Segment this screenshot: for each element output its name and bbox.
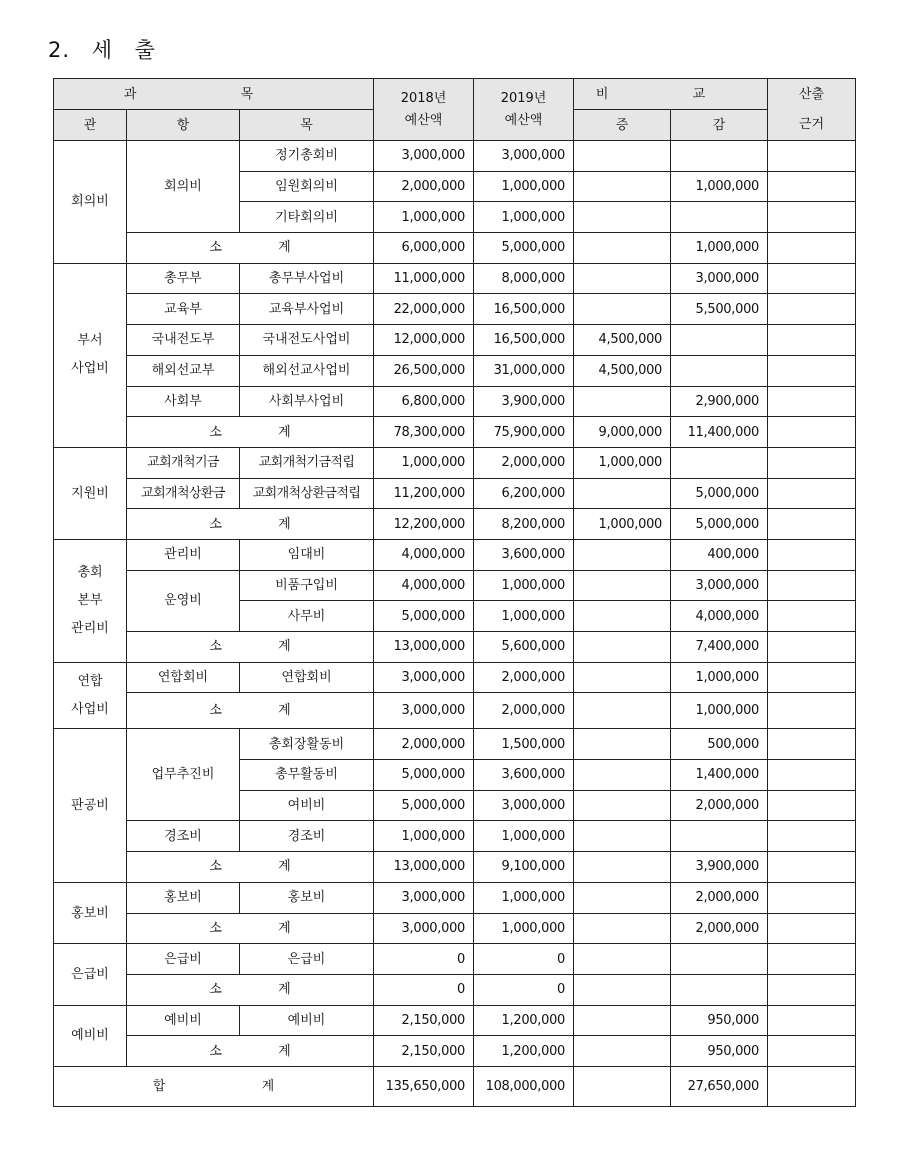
table-row — [54, 263, 856, 294]
basis-cell — [768, 355, 856, 386]
increase-cell — [574, 141, 671, 172]
decrease-cell — [671, 944, 768, 975]
basis-cell — [768, 913, 856, 944]
table-row — [54, 478, 856, 509]
subtotal-2019: 5,600,000 — [474, 632, 574, 663]
hang-cell: 사회부 — [127, 386, 240, 417]
subtotal-increase — [574, 852, 671, 883]
subtotal-2019: 8,200,000 — [474, 509, 574, 540]
grand-total-decrease: 27,650,000 — [671, 1066, 768, 1106]
header-subject: 과 목 — [54, 79, 374, 110]
budget-2018-cell: 4,000,000 — [374, 570, 474, 601]
budget-2018-cell: 6,800,000 — [374, 386, 474, 417]
budget-2018-cell: 5,000,000 — [374, 601, 474, 632]
basis-cell — [768, 1066, 856, 1106]
increase-cell — [574, 263, 671, 294]
mok-cell: 총무활동비 — [240, 760, 374, 791]
mok-cell: 여비비 — [240, 790, 374, 821]
increase-cell — [574, 202, 671, 233]
subtotal-2018: 12,200,000 — [374, 509, 474, 540]
budget-2019-cell: 1,200,000 — [474, 1005, 574, 1036]
subtotal-increase — [574, 974, 671, 1005]
budget-2019-cell: 1,000,000 — [474, 601, 574, 632]
subtotal-2018: 2,150,000 — [374, 1036, 474, 1067]
decrease-cell — [671, 202, 768, 233]
header-2019-line1: 2019년 — [500, 90, 547, 106]
budget-2019-cell: 16,500,000 — [474, 294, 574, 325]
subtotal-label: 소 계 — [127, 974, 374, 1005]
hang-cell: 운영비 — [127, 570, 240, 631]
header-decrease: 감 — [671, 110, 768, 141]
mok-cell: 비품구입비 — [240, 570, 374, 601]
basis-cell — [768, 141, 856, 172]
header-2019-line2: 예산액 — [504, 112, 543, 128]
subtotal-label: 소 계 — [127, 852, 374, 883]
hang-cell: 예비비 — [127, 1005, 240, 1036]
subtotal-2019: 2,000,000 — [474, 693, 574, 729]
table-row — [54, 662, 856, 693]
increase-cell — [574, 1005, 671, 1036]
gwan-cell: 부서 사업비 — [54, 263, 127, 447]
budget-2018-cell: 5,000,000 — [374, 760, 474, 791]
subtotal-decrease: 1,000,000 — [671, 233, 768, 264]
budget-2019-cell: 1,000,000 — [474, 882, 574, 913]
gwan-cell: 홍보비 — [54, 882, 127, 943]
table-row — [54, 729, 856, 760]
table-row — [54, 821, 856, 852]
increase-cell — [574, 294, 671, 325]
mok-cell: 총무부사업비 — [240, 263, 374, 294]
subtotal-decrease: 2,000,000 — [671, 913, 768, 944]
budget-2018-cell: 3,000,000 — [374, 662, 474, 693]
basis-cell — [768, 974, 856, 1005]
increase-cell — [574, 944, 671, 975]
subtotal-2019: 1,000,000 — [474, 913, 574, 944]
subtotal-decrease: 1,000,000 — [671, 693, 768, 729]
budget-2018-cell: 2,000,000 — [374, 729, 474, 760]
budget-2019-cell: 0 — [474, 944, 574, 975]
subtotal-label: 소 계 — [127, 693, 374, 729]
subtotal-increase: 9,000,000 — [574, 417, 671, 448]
grand-total-2019: 108,000,000 — [474, 1066, 574, 1106]
decrease-cell — [671, 325, 768, 356]
decrease-cell: 400,000 — [671, 539, 768, 570]
decrease-cell — [671, 141, 768, 172]
budget-2018-cell: 26,500,000 — [374, 355, 474, 386]
subtotal-2019: 0 — [474, 974, 574, 1005]
subtotal-2018: 3,000,000 — [374, 693, 474, 729]
increase-cell: 4,500,000 — [574, 325, 671, 356]
mok-cell: 경조비 — [240, 821, 374, 852]
header-hang: 항 — [127, 110, 240, 141]
header-basis — [768, 79, 856, 141]
budget-2019-cell: 3,000,000 — [474, 790, 574, 821]
gwan-cell: 총회 본부 관리비 — [54, 539, 127, 662]
subtotal-2018: 0 — [374, 974, 474, 1005]
hang-cell: 은급비 — [127, 944, 240, 975]
gwan-cell: 연합 사업비 — [54, 662, 127, 729]
basis-cell — [768, 263, 856, 294]
table-row — [54, 944, 856, 975]
subtotal-decrease: 3,900,000 — [671, 852, 768, 883]
basis-cell — [768, 325, 856, 356]
mok-cell: 교회개척상환금적립 — [240, 478, 374, 509]
decrease-cell: 4,000,000 — [671, 601, 768, 632]
header-row-1 — [54, 79, 856, 110]
gwan-cell: 예비비 — [54, 1005, 127, 1066]
table-row — [54, 141, 856, 172]
hang-cell: 교회개척상환금 — [127, 478, 240, 509]
budget-2018-cell: 1,000,000 — [374, 202, 474, 233]
subtotal-increase — [574, 1036, 671, 1067]
subtotal-2018: 13,000,000 — [374, 852, 474, 883]
budget-2019-cell: 16,500,000 — [474, 325, 574, 356]
subtotal-2018: 3,000,000 — [374, 913, 474, 944]
budget-2019-cell: 2,000,000 — [474, 447, 574, 478]
subtotal-row — [54, 693, 856, 729]
subtotal-increase — [574, 632, 671, 663]
basis-cell — [768, 821, 856, 852]
budget-2019-cell: 3,000,000 — [474, 141, 574, 172]
page-title: 2. 세 출 — [48, 38, 156, 62]
subtotal-decrease: 7,400,000 — [671, 632, 768, 663]
table-row — [54, 447, 856, 478]
budget-2019-cell: 1,000,000 — [474, 202, 574, 233]
header-basis-line2: 근거 — [798, 116, 825, 132]
subtotal-decrease: 950,000 — [671, 1036, 768, 1067]
mok-cell: 해외선교사업비 — [240, 355, 374, 386]
basis-cell — [768, 882, 856, 913]
table-row — [54, 355, 856, 386]
basis-cell — [768, 790, 856, 821]
budget-2019-cell: 8,000,000 — [474, 263, 574, 294]
basis-cell — [768, 570, 856, 601]
subtotal-2019: 1,200,000 — [474, 1036, 574, 1067]
table-row — [54, 1005, 856, 1036]
basis-cell — [768, 509, 856, 540]
decrease-cell — [671, 447, 768, 478]
increase-cell — [574, 539, 671, 570]
header-2018-line2: 예산액 — [404, 112, 443, 128]
mok-cell: 국내전도사업비 — [240, 325, 374, 356]
table-row — [54, 325, 856, 356]
basis-cell — [768, 233, 856, 264]
grand-total-row — [54, 1066, 856, 1106]
basis-cell — [768, 447, 856, 478]
budget-2019-cell: 3,900,000 — [474, 386, 574, 417]
decrease-cell: 5,000,000 — [671, 478, 768, 509]
increase-cell — [574, 882, 671, 913]
header-2018-line1: 2018년 — [400, 90, 447, 106]
table-row — [54, 386, 856, 417]
basis-cell — [768, 944, 856, 975]
budget-2018-cell: 0 — [374, 944, 474, 975]
increase-cell: 4,500,000 — [574, 355, 671, 386]
increase-cell — [574, 570, 671, 601]
mok-cell: 임대비 — [240, 539, 374, 570]
basis-cell — [768, 693, 856, 729]
increase-cell — [574, 386, 671, 417]
grand-total-increase — [574, 1066, 671, 1106]
table-row — [54, 570, 856, 601]
mok-cell: 기타회의비 — [240, 202, 374, 233]
basis-cell — [768, 294, 856, 325]
subtotal-decrease: 11,400,000 — [671, 417, 768, 448]
increase-cell: 1,000,000 — [574, 447, 671, 478]
budget-2019-cell: 1,000,000 — [474, 570, 574, 601]
mok-cell: 교회개척기금적립 — [240, 447, 374, 478]
budget-2019-cell: 1,000,000 — [474, 171, 574, 202]
grand-total-2018: 135,650,000 — [374, 1066, 474, 1106]
hang-cell: 업무추진비 — [127, 729, 240, 821]
budget-2019-cell: 1,000,000 — [474, 821, 574, 852]
header-gwan: 관 — [54, 110, 127, 141]
budget-2018-cell: 11,200,000 — [374, 478, 474, 509]
budget-2019-cell: 31,000,000 — [474, 355, 574, 386]
header-compare: 비 교 — [574, 79, 768, 110]
hang-cell: 해외선교부 — [127, 355, 240, 386]
header-basis-line1: 산출 — [798, 86, 825, 102]
increase-cell — [574, 790, 671, 821]
decrease-cell — [671, 821, 768, 852]
hang-cell: 국내전도부 — [127, 325, 240, 356]
header-increase: 증 — [574, 110, 671, 141]
budget-2018-cell: 3,000,000 — [374, 141, 474, 172]
mok-cell: 은급비 — [240, 944, 374, 975]
budget-2018-cell: 1,000,000 — [374, 821, 474, 852]
decrease-cell: 950,000 — [671, 1005, 768, 1036]
increase-cell — [574, 760, 671, 791]
budget-2018-cell: 3,000,000 — [374, 882, 474, 913]
decrease-cell: 3,000,000 — [671, 263, 768, 294]
subtotal-row — [54, 509, 856, 540]
hang-cell: 교회개척기금 — [127, 447, 240, 478]
subtotal-row — [54, 417, 856, 448]
header-mok: 목 — [240, 110, 374, 141]
budget-2019-cell: 2,000,000 — [474, 662, 574, 693]
basis-cell — [768, 601, 856, 632]
basis-cell — [768, 202, 856, 233]
basis-cell — [768, 1005, 856, 1036]
basis-cell — [768, 662, 856, 693]
decrease-cell: 5,500,000 — [671, 294, 768, 325]
gwan-cell: 판공비 — [54, 729, 127, 882]
subtotal-label: 소 계 — [127, 632, 374, 663]
basis-cell — [768, 478, 856, 509]
subtotal-label: 소 계 — [127, 509, 374, 540]
budget-2019-cell: 6,200,000 — [474, 478, 574, 509]
budget-2019-cell: 3,600,000 — [474, 539, 574, 570]
budget-2018-cell: 22,000,000 — [374, 294, 474, 325]
budget-2018-cell: 4,000,000 — [374, 539, 474, 570]
decrease-cell: 2,000,000 — [671, 790, 768, 821]
budget-2018-cell: 1,000,000 — [374, 447, 474, 478]
gwan-cell: 지원비 — [54, 447, 127, 539]
subtotal-increase: 1,000,000 — [574, 509, 671, 540]
expenditure-budget-table — [53, 78, 856, 1107]
basis-cell — [768, 417, 856, 448]
basis-cell — [768, 171, 856, 202]
subtotal-2018: 6,000,000 — [374, 233, 474, 264]
basis-cell — [768, 729, 856, 760]
subtotal-label: 소 계 — [127, 417, 374, 448]
increase-cell — [574, 821, 671, 852]
basis-cell — [768, 1036, 856, 1067]
subtotal-increase — [574, 233, 671, 264]
budget-2019-cell: 1,500,000 — [474, 729, 574, 760]
hang-cell: 연합회비 — [127, 662, 240, 693]
increase-cell — [574, 729, 671, 760]
mok-cell: 예비비 — [240, 1005, 374, 1036]
decrease-cell — [671, 355, 768, 386]
mok-cell: 연합회비 — [240, 662, 374, 693]
subtotal-2018: 13,000,000 — [374, 632, 474, 663]
hang-cell: 경조비 — [127, 821, 240, 852]
basis-cell — [768, 852, 856, 883]
decrease-cell: 500,000 — [671, 729, 768, 760]
subtotal-2019: 9,100,000 — [474, 852, 574, 883]
gwan-cell: 회의비 — [54, 141, 127, 264]
budget-2018-cell: 12,000,000 — [374, 325, 474, 356]
mok-cell: 사무비 — [240, 601, 374, 632]
budget-2018-cell: 11,000,000 — [374, 263, 474, 294]
increase-cell — [574, 662, 671, 693]
decrease-cell: 2,000,000 — [671, 882, 768, 913]
budget-2018-cell: 2,000,000 — [374, 171, 474, 202]
budget-2018-cell: 2,150,000 — [374, 1005, 474, 1036]
subtotal-label: 소 계 — [127, 1036, 374, 1067]
subtotal-increase — [574, 693, 671, 729]
increase-cell — [574, 171, 671, 202]
subtotal-label: 소 계 — [127, 913, 374, 944]
basis-cell — [768, 386, 856, 417]
subtotal-increase — [574, 913, 671, 944]
hang-cell: 회의비 — [127, 141, 240, 233]
mok-cell: 교육부사업비 — [240, 294, 374, 325]
table-row — [54, 882, 856, 913]
subtotal-row — [54, 632, 856, 663]
increase-cell — [574, 478, 671, 509]
header-2019-budget — [474, 79, 574, 141]
grand-total-label: 합 계 — [54, 1066, 374, 1106]
decrease-cell: 1,400,000 — [671, 760, 768, 791]
subtotal-2019: 75,900,000 — [474, 417, 574, 448]
basis-cell — [768, 760, 856, 791]
budget-2018-cell: 5,000,000 — [374, 790, 474, 821]
header-2018-budget — [374, 79, 474, 141]
budget-2019-cell: 3,600,000 — [474, 760, 574, 791]
subtotal-2018: 78,300,000 — [374, 417, 474, 448]
hang-cell: 교육부 — [127, 294, 240, 325]
decrease-cell: 3,000,000 — [671, 570, 768, 601]
gwan-cell: 은급비 — [54, 944, 127, 1005]
subtotal-row — [54, 1036, 856, 1067]
mok-cell: 사회부사업비 — [240, 386, 374, 417]
subtotal-decrease: 5,000,000 — [671, 509, 768, 540]
subtotal-row — [54, 974, 856, 1005]
subtotal-row — [54, 913, 856, 944]
subtotal-label: 소 계 — [127, 233, 374, 264]
basis-cell — [768, 632, 856, 663]
basis-cell — [768, 539, 856, 570]
hang-cell: 총무부 — [127, 263, 240, 294]
table-row — [54, 294, 856, 325]
subtotal-row — [54, 233, 856, 264]
mok-cell: 정기총회비 — [240, 141, 374, 172]
table-row — [54, 539, 856, 570]
mok-cell: 홍보비 — [240, 882, 374, 913]
subtotal-decrease — [671, 974, 768, 1005]
subtotal-row — [54, 852, 856, 883]
hang-cell: 관리비 — [127, 539, 240, 570]
decrease-cell: 1,000,000 — [671, 662, 768, 693]
subtotal-2019: 5,000,000 — [474, 233, 574, 264]
mok-cell: 임원회의비 — [240, 171, 374, 202]
decrease-cell: 2,900,000 — [671, 386, 768, 417]
decrease-cell: 1,000,000 — [671, 171, 768, 202]
mok-cell: 총회장활동비 — [240, 729, 374, 760]
increase-cell — [574, 601, 671, 632]
hang-cell: 홍보비 — [127, 882, 240, 913]
